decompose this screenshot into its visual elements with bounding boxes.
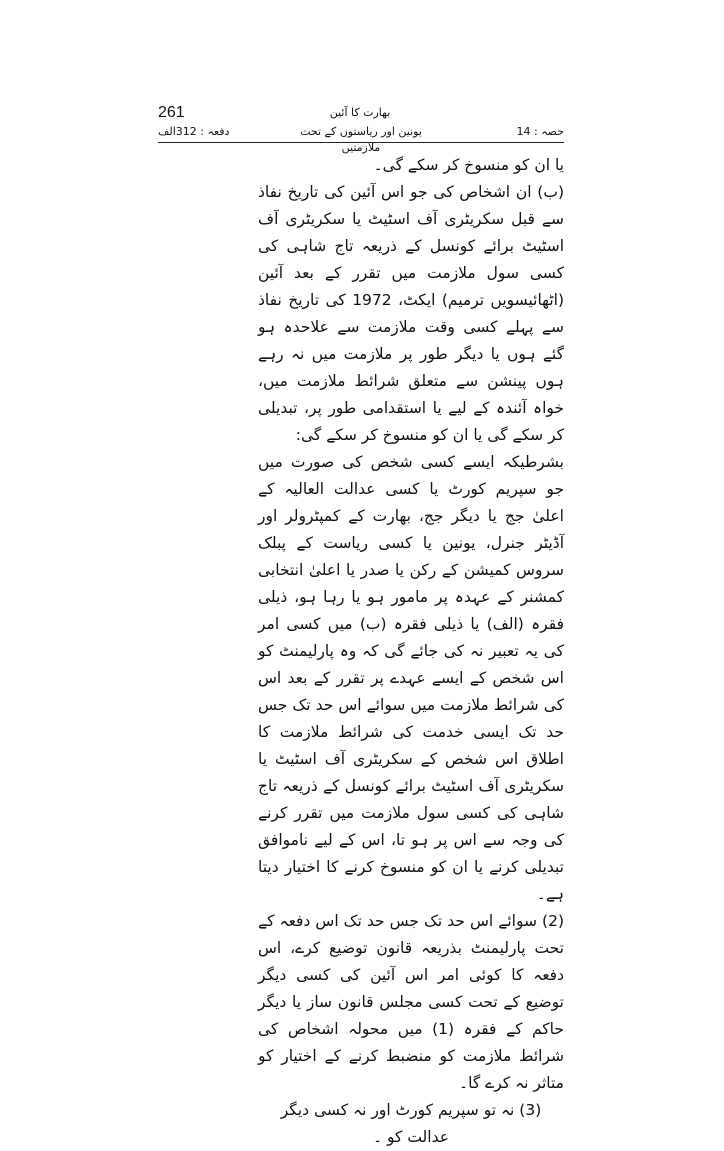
- paragraph-clause-2: (2) سوائے اس حد تک جس حد تک اس دفعہ کے تحت پارلیمنٹ بذریعہ قانون توضیع کرے، اس دفعہ کا کوئی امر اس آئین کی کسی دیگر توضیع کے تحت کسی مجلس قانون ساز یا دیگر حاکم کے فقرہ (1) میں محولہ اشخاص کی شرائط ملازمت کو منضبط کرنے کے اختیار کو متاثر نہ کرے گا۔: [258, 912, 564, 1092]
- running-header-title: بھارت کا آئین: [329, 106, 391, 119]
- part-label: حصہ : 14: [516, 125, 564, 138]
- body-text: [258, 152, 564, 1151]
- page-number: 261: [158, 104, 185, 121]
- paragraph-proviso: بشرطیکہ ایسے کسی شخص کی صورت میں جو سپریم کورٹ یا کسی عدالت العالیہ کے اعلیٰ جج یا دیگر جج، بھارت کے کمپٹرولر اور آڈیٹر جنرل، یونین یا کسی ریاست کے پبلک سروس کمیشن کے رکن یا صدر یا اعلیٰ انتخابی کمشنر کے عہدہ پر مامور ہو یا رہا ہو، ذیلی فقرہ (الف) یا ذیلی فقرہ (ب) میں کسی امر کی یہ تعبیر نہ کی جائے گی کہ وہ پارلیمنٹ کو اس شخص کے ایسے عہدے پر تقرر کے بعد اس کی شرائط ملازمت میں سوائے اس حد تک جس حد تک ایسی خدمت کی شرائط ملازمت کا اطلاق اس شخص کے سکریٹری آف اسٹیٹ یا سکریٹری آف اسٹیٹ برائے کونسل کے ذریعہ تاج شاہی کی کسی سول ملازمت میں تقرر کرنے کی وجہ سے اس پر ہو تا، اس کے لیے ناموافق تبدیلی کرنے یا ان کو منسوخ کرنے کا اختیار دیتا ہے۔: [258, 453, 564, 903]
- chapter-label: یونین اور ریاستوں کے تحت ملازمتیں: [300, 125, 422, 154]
- header-divider: [158, 142, 564, 143]
- paragraph-clause-b: (ب) ان اشخاص کی جو اس آئین کی تاریخ نفاذ سے قبل سکریٹری آف اسٹیٹ یا سکریٹری آف اسٹیٹ برائے کونسل کے ذریعہ تاج شاہی کی کسی سول ملازمت میں تقرر کے بعد آئین (اٹھائیسویں ترمیم) ایکٹ، 1972 کی تاریخ نفاذ سے پہلے کسی وقت ملازمت سے علاحدہ ہو گئے ہوں یا دیگر طور پر ملازمت میں نہ رہے ہوں پینشن سے متعلق شرائط ملازمت میں، خواہ آئندہ کے لیے یا استقدامی طور پر، تبدیلی کر سکے گی یا ان کو منسوخ کر سکے گی:: [258, 183, 564, 444]
- paragraph-continuation: یا ان کو منسوخ کر سکے گی۔: [373, 156, 564, 174]
- paragraph-clause-3: (3) نہ تو سپریم کورٹ اور نہ کسی دیگر عدالت کو ۔: [280, 1101, 542, 1146]
- running-header: [158, 124, 564, 154]
- section-label: دفعہ : 312الف: [158, 125, 230, 138]
